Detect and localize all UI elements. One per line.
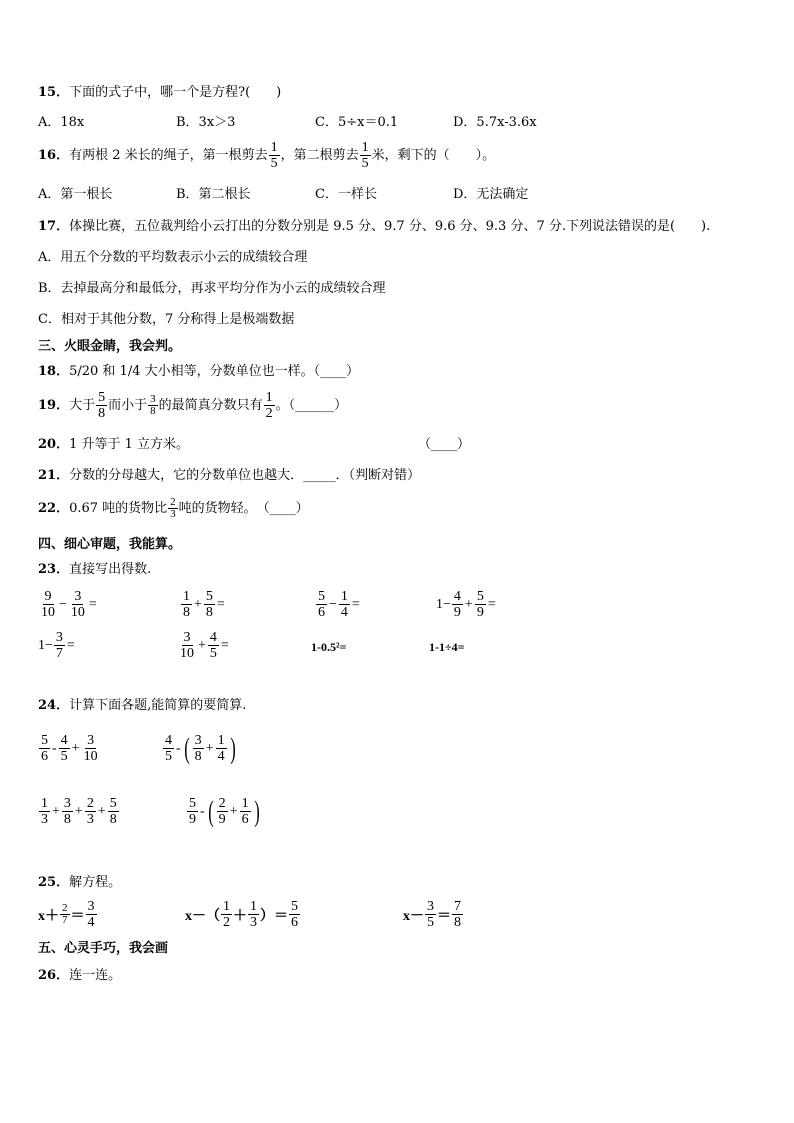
fraction: $\frac{5}{9}$ xyxy=(476,589,484,620)
question-number: 25． xyxy=(38,875,70,890)
expression: 1-0.5²= xyxy=(311,640,347,654)
question-text: 体操比赛，五位裁判给小云打出的分数分别是 9.5 分、9.7 分、9.6 分、9.3 分、7 分.下列说法错误的是( ). xyxy=(69,219,711,234)
question-25 xyxy=(38,874,121,892)
fraction: 5 6 xyxy=(318,589,325,620)
question-26 xyxy=(38,967,121,985)
question-15 xyxy=(38,84,281,102)
question-text: 解方程。 xyxy=(69,875,122,890)
question-text: 吨的货物轻。 （____） xyxy=(178,500,309,516)
option-a: A．18x xyxy=(38,115,85,130)
question-text: 直接写出得数. xyxy=(69,562,152,577)
fraction: $\frac{1}{4}$ xyxy=(340,589,348,620)
expression: 1 3 + $\frac{3}{8}$ + $\frac{2}{3}$ + $\frac{5}{8}$ xyxy=(41,796,117,827)
question-number: 16． xyxy=(38,147,70,163)
question-17 xyxy=(38,218,710,236)
question-number: 19． xyxy=(38,397,70,413)
question-number: 17． xyxy=(38,219,70,234)
option-a: A．第一根长 xyxy=(38,187,113,202)
option-b: B．去掉最高分和最低分，再求平均分作为小云的成绩较合理 xyxy=(38,281,386,296)
question-23 xyxy=(38,561,151,579)
question-16 xyxy=(38,140,495,171)
question-number: 26． xyxy=(38,968,70,983)
expression: 3 10 + $\frac{4}{5}$ = xyxy=(180,630,229,661)
question-19 xyxy=(38,390,347,421)
expression: 1− $\frac{4}{9}$ + $\frac{5}{9}$ = xyxy=(436,589,496,620)
question-number: 24． xyxy=(38,698,70,713)
question-text: 大于 xyxy=(69,397,96,413)
fraction: 3 10 xyxy=(180,630,194,661)
equation: x－（ 1 2 ＋ 1 3 ）＝ 5 6 xyxy=(185,899,298,930)
equation: x＋ 2 7 ＝ 3 4 xyxy=(38,899,95,930)
fraction: $\frac{5}{8}$ xyxy=(205,589,213,620)
question-24 xyxy=(38,697,246,715)
option-b: B．第二根长 xyxy=(176,187,251,202)
question-number: 15． xyxy=(38,85,70,100)
question-text: 有两根 2 米长的绳子，第一根剪去 xyxy=(69,147,268,163)
fraction: $\frac{4}{5}$ xyxy=(209,630,217,661)
fraction: $\frac{4}{9}$ xyxy=(453,589,461,620)
expression: 9 10 − $\frac{3}{10}$ = xyxy=(41,589,97,620)
question-text: 1 升等于 1 立方米。 xyxy=(69,437,190,452)
equation: x－ 3 5 ＝ 7 8 xyxy=(403,899,461,930)
question-text: 分数的分母越大，它的分数单位也越大．_____．（判断对错） xyxy=(69,468,421,483)
question-number: 22． xyxy=(38,500,70,516)
expression: 5 9 - ( 2 9 + $\frac{1}{6}$ ) xyxy=(189,794,260,828)
question-text: 而小于 xyxy=(108,397,148,413)
expression: 5 6 − $\frac{1}{4}$ = xyxy=(318,589,360,620)
fraction: $\frac{3}{7}$ xyxy=(55,630,63,661)
question-18 xyxy=(38,363,359,381)
question-text: 连一连。 xyxy=(69,968,122,983)
fraction: $\frac{3}{10}$ xyxy=(70,589,85,620)
question-22 xyxy=(38,497,309,520)
fraction: 1 8 xyxy=(183,589,190,620)
section-heading: 四、细心审题，我能算。 xyxy=(38,537,182,552)
question-20 xyxy=(38,436,189,454)
fraction: 1 5 xyxy=(270,140,278,171)
question-text: 的最简真分数只有 xyxy=(158,397,263,413)
question-text: 米，剩下的（ ）。 xyxy=(371,147,496,163)
question-text: 5/20 和 1/4 大小相等，分数单位也一样。（____） xyxy=(69,364,360,379)
question-text: 。（______） xyxy=(275,397,348,413)
fraction: 1 2 xyxy=(265,390,273,421)
section-heading: 三、火眼金睛，我会判。 xyxy=(38,339,182,354)
question-text: 计算下面各题,能简算的要简算. xyxy=(69,698,247,713)
fraction: 2 3 xyxy=(170,496,176,520)
fraction: 3 8 xyxy=(150,393,156,417)
expression: 1 8 + $\frac{5}{8}$ = xyxy=(183,589,225,620)
option-c: C．相对于其他分数，7 分称得上是极端数据 xyxy=(38,312,295,327)
fraction: 9 10 xyxy=(41,589,55,620)
option-c: C．一样长 xyxy=(315,187,377,202)
question-21 xyxy=(38,467,420,485)
question-text: 下面的式子中，哪一个是方程?( ) xyxy=(69,85,282,100)
option-b: B．3x＞3 xyxy=(176,115,236,130)
expression: 5 6 - 4 5 + $\frac{3}{10}$ xyxy=(41,733,98,764)
question-number: 23． xyxy=(38,562,70,577)
question-number: 21． xyxy=(38,468,70,483)
question-text: ，第二根剪去 xyxy=(280,147,359,163)
expression: 1− $\frac{3}{7}$ = xyxy=(38,630,75,661)
fraction: 5 8 xyxy=(98,390,106,421)
answer-blank: （____） xyxy=(418,437,471,452)
question-text: 0.67 吨的货物比 xyxy=(69,500,168,516)
option-d: D．5.7x-3.6x xyxy=(453,115,537,130)
option-d: D．无法确定 xyxy=(453,187,529,202)
option-a: A．用五个分数的平均数表示小云的成绩较合理 xyxy=(38,250,308,265)
section-heading: 五、心灵手巧，我会画 xyxy=(38,941,169,956)
option-c: C．5÷x＝0.1 xyxy=(315,115,399,130)
question-number: 18． xyxy=(38,364,70,379)
question-number: 20． xyxy=(38,437,70,452)
fraction: 1 5 xyxy=(361,140,369,171)
expression: 1-1÷4= xyxy=(429,640,465,654)
expression: 4 5 - ( 3 8 + $\frac{1}{4}$ ) xyxy=(165,731,236,765)
